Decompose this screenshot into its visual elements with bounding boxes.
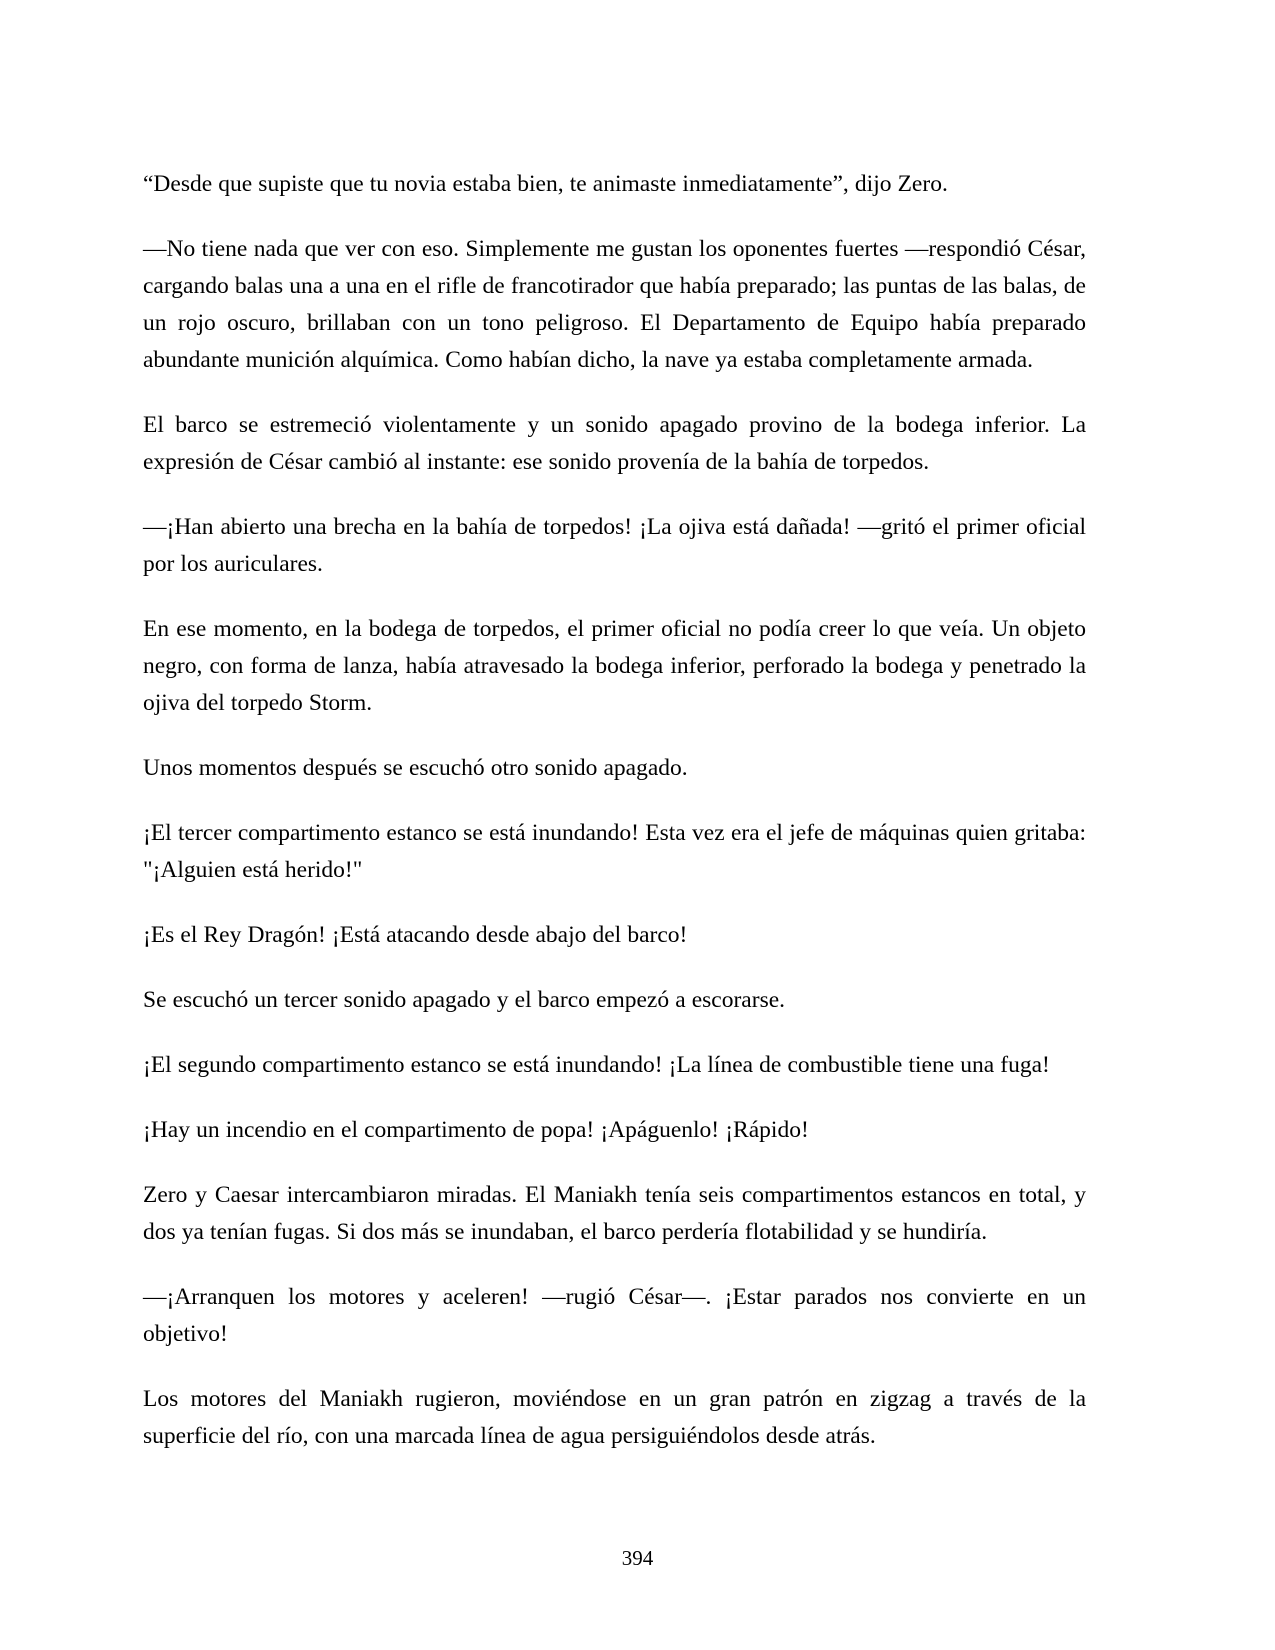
paragraph: —No tiene nada que ver con eso. Simplemente me gustan los oponentes fuertes —respondió César, cargando balas una a una en el rifle de francotirador que había preparado; las puntas de las balas, de un rojo oscuro, brillaban con un tono peligroso. El Departamento de Equipo había preparado abundante munición alquímica. Como habían dicho, la nave ya estaba completamente armada. — [143, 236, 1086, 373]
paragraph: ¡Hay un incendio en el compartimento de popa! ¡Apáguenlo! ¡Rápido! — [143, 1117, 809, 1143]
paragraph: ¡El segundo compartimento estanco se está inundando! ¡La línea de combustible tiene una fuga! — [143, 1052, 1050, 1078]
paragraph: —¡Arranquen los motores y aceleren! —rugió César—. ¡Estar parados nos convierte en un objetivo! — [143, 1284, 1086, 1347]
paragraph: Los motores del Maniakh rugieron, moviéndose en un gran patrón en zigzag a través de la superficie del río, con una marcada línea de agua persiguiéndolos desde atrás. — [143, 1386, 1086, 1449]
paragraph: Zero y Caesar intercambiaron miradas. El Maniakh tenía seis compartimentos estancos en total, y dos ya tenían fugas. Si dos más se inundaban, el barco perdería flotabilidad y se hundiría. — [143, 1182, 1086, 1245]
paragraph: Se escuchó un tercer sonido apagado y el barco empezó a escorarse. — [143, 987, 786, 1013]
page-number: 394 — [621, 1546, 654, 1570]
paragraph: En ese momento, en la bodega de torpedos, el primer oficial no podía creer lo que veía. Un objeto negro, con forma de lanza, había atravesado la bodega inferior, perforado la bodega y penetrado la ojiva del torpedo Storm. — [143, 616, 1086, 716]
paragraph: —¡Han abierto una brecha en la bahía de torpedos! ¡La ojiva está dañada! —gritó el primer oficial por los auriculares. — [143, 514, 1086, 577]
body-text-column — [143, 166, 1086, 1455]
paragraph: ¡Es el Rey Dragón! ¡Está atacando desde abajo del barco! — [143, 922, 688, 948]
paragraph: Unos momentos después se escuchó otro sonido apagado. — [143, 755, 688, 781]
paragraph: “Desde que supiste que tu novia estaba bien, te animaste inmediatamente”, dijo Zero. — [143, 171, 948, 197]
paragraph: ¡El tercer compartimento estanco se está inundando! Esta vez era el jefe de máquinas quien gritaba: "¡Alguien está herido!" — [143, 820, 1086, 883]
paragraph: El barco se estremeció violentamente y un sonido apagado provino de la bodega inferior. La expresión de César cambió al instante: ese sonido provenía de la bahía de torpedos. — [143, 412, 1086, 475]
